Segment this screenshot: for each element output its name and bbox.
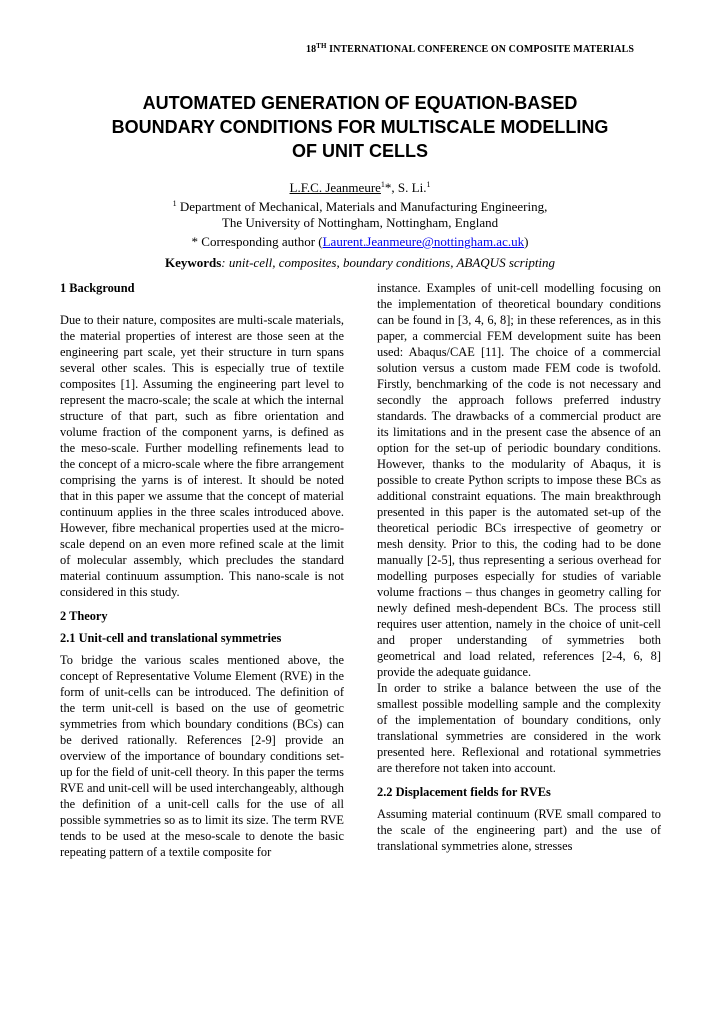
paragraph-symmetries: In order to strike a balance between the use of the smallest possible modelling sample and the complexity of the implementation of boundary conditions, only translational symmetries are considered in the work presented here. Reflexional and rotational symmetries are therefore not taken into account.	[377, 681, 661, 775]
affiliation-mark: 1	[172, 199, 177, 208]
section-heading-background: 1 Background	[60, 281, 135, 295]
corresponding-author	[60, 232, 660, 251]
subsection-heading-displacement: 2.2 Displacement fields for RVEs	[377, 785, 551, 799]
conference-number: 18	[305, 44, 317, 55]
author-2-affiliation-mark: 1	[426, 180, 431, 189]
subsection-heading-unit-cell: 2.1 Unit-cell and translational symmetries	[60, 631, 282, 645]
conference-name: INTERNATIONAL CONFERENCE ON COMPOSITE MATERIALS	[326, 44, 635, 55]
title-line-1: AUTOMATED GENERATION OF EQUATION-BASED	[142, 93, 578, 113]
corresponding-email-link[interactable]: Laurent.Jeanmeure@nottingham.ac.uk	[322, 234, 525, 249]
author-1: L.F.C. Jeanmeure	[289, 180, 381, 195]
author-1-affiliation-mark: 1	[380, 180, 385, 189]
affiliation-department: Department of Mechanical, Materials and Manufacturing Engineering,	[176, 199, 548, 214]
conference-ordinal: TH	[316, 42, 327, 50]
paragraph-displacement: Assuming material continuum (RVE small compared to the scale of the engineering part) and the use of translational symmetries alone, stresses	[377, 807, 661, 853]
affiliation-line-2: The University of Nottingham, Nottingham, England	[221, 215, 499, 230]
running-head	[0, 42, 720, 55]
title-line-3: OF UNIT CELLS	[292, 141, 428, 161]
title-line-2: BOUNDARY CONDITIONS FOR MULTISCALE MODELLING	[111, 117, 609, 137]
corresponding-prefix: * Corresponding author (	[191, 234, 323, 249]
keywords	[60, 255, 660, 271]
paragraph-unit-cell: To bridge the various scales mentioned above, the concept of Representative Volume Element (RVE) in the form of unit-cells can be introduced. The definition of the term unit-cell is based on the use of geometric symmetries from which boundary conditions (BCs) can be derived rationally. References [2-9] provide an overview of the importance of boundary conditions set-up for the field of unit-cell theory. In this paper the terms RVE and unit-cell will be used interchangeably, although the definition of a unit-cell calls for the use of all possible symmetries so as to limit its size. The term RVE tends to be used at the meso-scale to denote the basic repeating pattern of a textile composite for	[60, 653, 344, 859]
paper-title	[60, 91, 660, 163]
right-column	[377, 280, 661, 854]
section-heading-theory: 2 Theory	[60, 609, 108, 623]
keywords-text: : unit-cell, composites, boundary conditions, ABAQUS scripting	[221, 255, 556, 270]
author-2: S. Li.	[397, 180, 427, 195]
corresponding-suffix: )	[524, 234, 529, 249]
author-1-corresponding-mark: *,	[384, 180, 398, 195]
left-column	[60, 280, 344, 860]
paragraph-background: Due to their nature, composites are multi-scale materials, the material properties of interest are those seen at the engineering part scale, yet their structure in turn spans several other scales. This is especially true of textile composites [1]. Assuming the engineering part level to represent the macro-scale; the scale at which the internal structure of that part, such as fibre orientation and volume fraction of the component yarns, is defined as the meso-scale. Further modelling refinements lead to the concept of a micro-scale where the fibre arrangement comprising the yarns is of interest. It should be noted that in this paper we assume that the concept of material continuum applies in the three scales introduced above. However, fibre mechanical properties used at the micro-scale depend on an even more refined scale at the limit of molecular assembly, which precludes the standard material continuum assumption. This nano-scale is not considered in this study.	[60, 313, 344, 599]
paragraph-commercial-fem: instance. Examples of unit-cell modelling focusing on the implementation of theoretical boundary conditions can be found in [3, 4, 6, 8]; in these references, as in this paper, a commercial FEM development suite has been used: Abaqus/CAE [11]. The choice of a commercial solution versus a custom made FEM code is twofold. Firstly, benchmarking of the code is not necessary and secondly the approach follows preferred industry standards. The drawbacks of a commercial product are its limitations and in the present case the absence of an option for the set-up of periodic boundary conditions. However, thanks to the modularity of Abaqus, it is possible to create Python scripts to impose these BCs as additional constraint equations. The main breakthrough presented in this paper is the automated set-up of the theoretical periodic BCs irrespective of geometry or mesh density. Prior to this, the coding had to be done manually [2-5], thus representing a serious overhead for modelling purposes especially for studies of variable volume fractions – thus changes in geometry calling for newly defined mesh-dependent BCs. The process still requires user attention, namely in the choice of unit-cell and proper understanding of symmetries both geometrical and load related, references [2-4, 6, 8] provide the adequate guidance.	[377, 281, 661, 679]
keywords-label: Keywords	[164, 255, 222, 270]
